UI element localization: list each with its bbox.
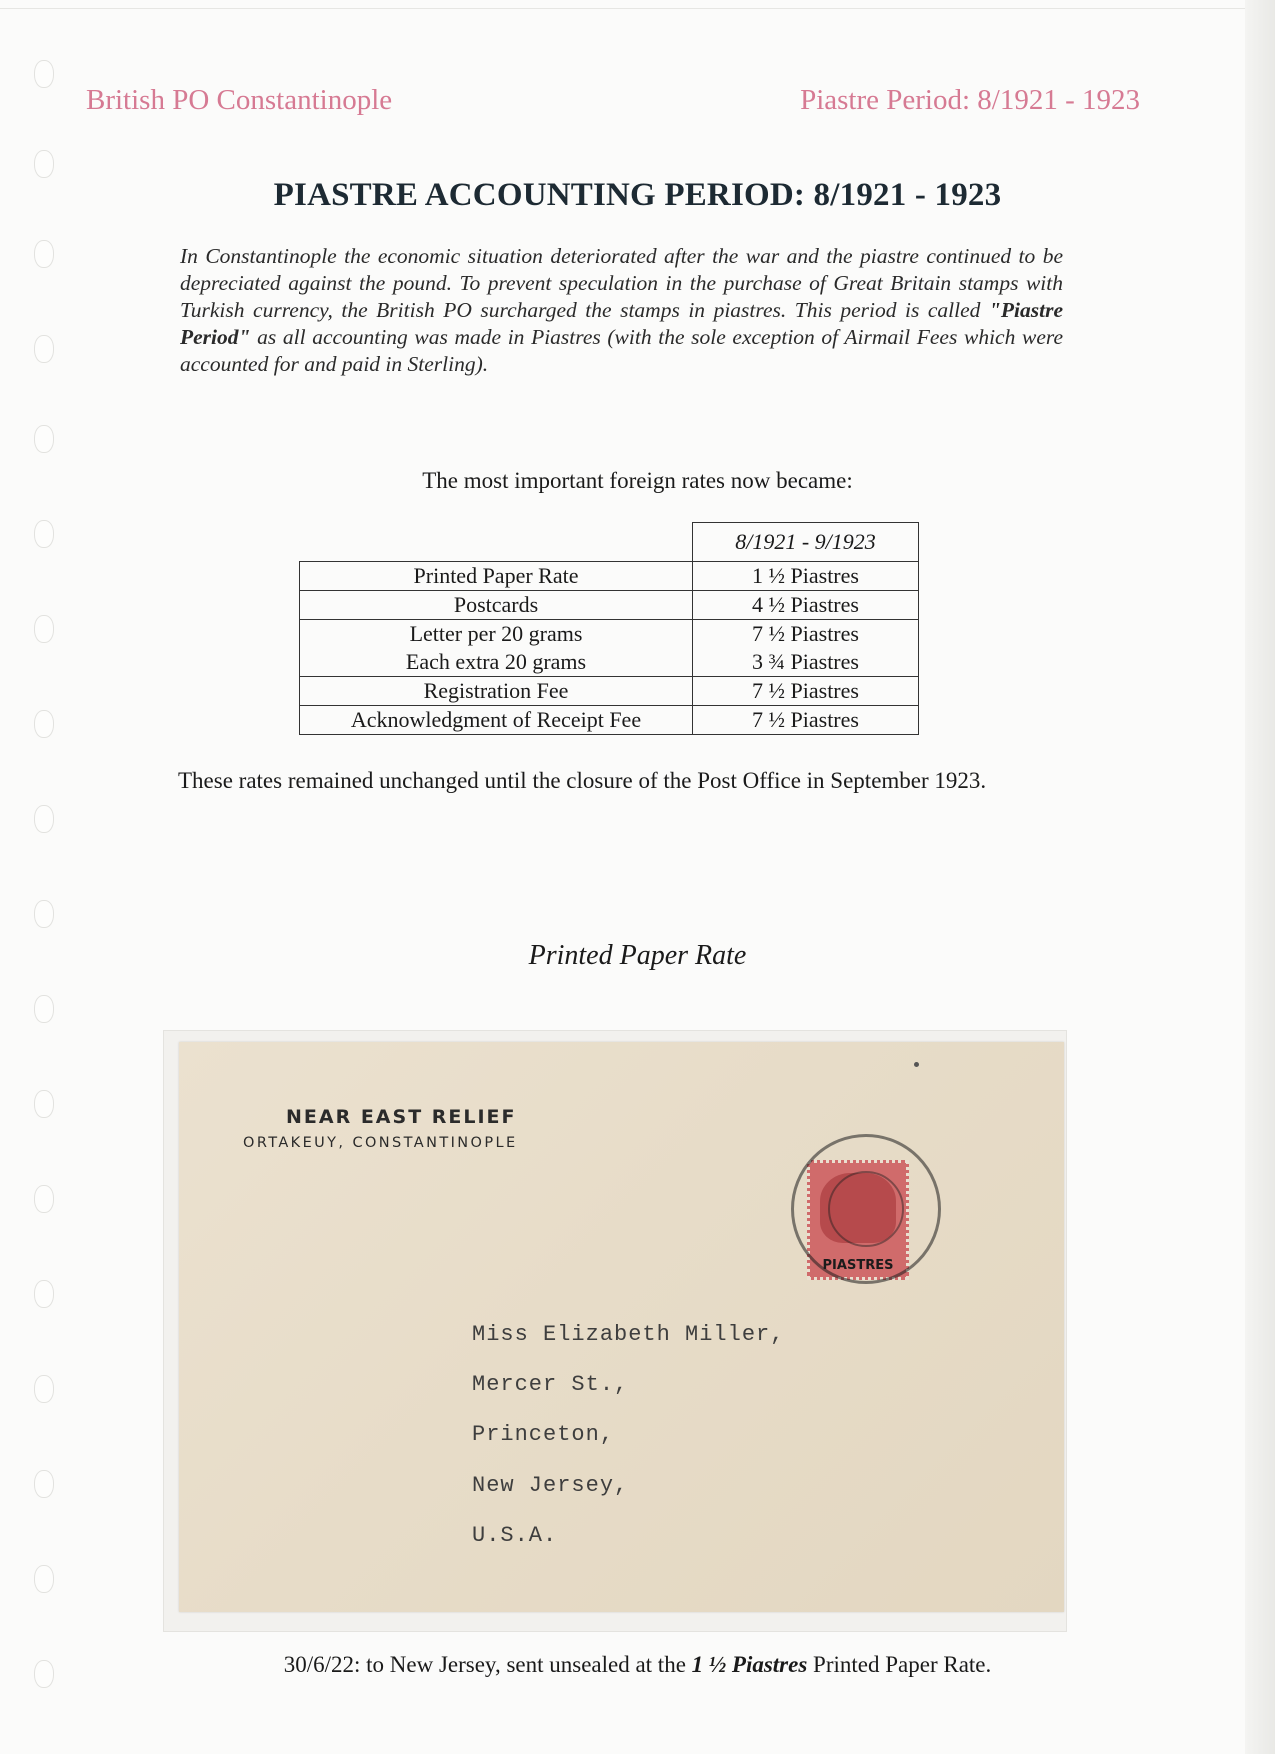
intro-highlight: "Piastre Period" bbox=[180, 298, 1063, 349]
address-line: Mercer St., bbox=[472, 1372, 629, 1397]
binder-hole bbox=[34, 1470, 54, 1498]
binder-hole bbox=[34, 520, 54, 548]
binder-hole bbox=[34, 1185, 54, 1213]
rate-value-secondary: 3 ¾ Piastres bbox=[752, 649, 859, 674]
intro-text-after: as all accounting was made in Piastres (with the sole exception of Airmail Fees which were accounted for and paid in Sterling). bbox=[180, 325, 1063, 376]
binder-hole bbox=[34, 425, 54, 453]
rate-label: Registration Fee bbox=[300, 677, 693, 706]
postmark-inner-ring bbox=[828, 1171, 904, 1247]
rate-label-double bbox=[300, 620, 693, 677]
header-collection-title: British PO Constantinople bbox=[86, 84, 393, 116]
rate-value: 4 ½ Piastres bbox=[693, 591, 919, 620]
address-line: U.S.A. bbox=[472, 1523, 558, 1548]
caption-text-before: 30/6/22: to New Jersey, sent unsealed at the bbox=[283, 1652, 692, 1677]
table-row bbox=[300, 591, 919, 620]
sender-name: NEAR EAST RELIEF bbox=[286, 1106, 517, 1128]
rates-intro-text: The most important foreign rates now became: bbox=[422, 468, 853, 493]
binder-hole bbox=[34, 615, 54, 643]
caption-text-after: Printed Paper Rate. bbox=[807, 1652, 992, 1677]
sender-location: ORTAKEUY, CONSTANTINOPLE bbox=[243, 1135, 518, 1151]
table-row bbox=[300, 620, 919, 677]
rate-value: 7 ½ Piastres bbox=[693, 706, 919, 735]
binder-holes bbox=[34, 60, 58, 1740]
address-line: Princeton, bbox=[472, 1422, 615, 1447]
cover-caption bbox=[0, 1652, 1275, 1678]
binder-hole bbox=[34, 150, 54, 178]
binder-hole bbox=[34, 995, 54, 1023]
rates-table bbox=[299, 522, 919, 735]
address-line: New Jersey, bbox=[472, 1473, 629, 1498]
rates-table-header-row bbox=[300, 523, 919, 562]
postmark-icon bbox=[791, 1134, 941, 1284]
envelope-mark bbox=[914, 1062, 919, 1067]
page-title: PIASTRE ACCOUNTING PERIOD: 8/1921 - 1923 bbox=[273, 177, 1002, 213]
binder-hole bbox=[34, 60, 54, 88]
caption-highlight: 1 ½ Piastres bbox=[691, 1652, 808, 1677]
binder-hole bbox=[34, 805, 54, 833]
binder-hole bbox=[34, 240, 54, 268]
address-line: Miss Elizabeth Miller, bbox=[472, 1322, 785, 1347]
binder-hole bbox=[34, 1280, 54, 1308]
intro-paragraph bbox=[180, 243, 1063, 378]
rate-value-double bbox=[693, 620, 919, 677]
rate-label: Printed Paper Rate bbox=[300, 562, 693, 591]
rate-label: Acknowledgment of Receipt Fee bbox=[300, 706, 693, 735]
rate-value: 7 ½ Piastres bbox=[752, 621, 859, 646]
subsection-title: Printed Paper Rate bbox=[528, 940, 747, 971]
rate-value: 7 ½ Piastres bbox=[693, 677, 919, 706]
table-row bbox=[300, 706, 919, 735]
page-top-edge bbox=[0, 8, 1245, 9]
header-period-title: Piastre Period: 8/1921 - 1923 bbox=[800, 84, 1140, 116]
table-row bbox=[300, 562, 919, 591]
postal-cover bbox=[179, 1042, 1064, 1612]
binder-hole bbox=[34, 900, 54, 928]
table-row bbox=[300, 677, 919, 706]
rates-table-blank-cell bbox=[300, 523, 693, 562]
binder-hole bbox=[34, 1090, 54, 1118]
rate-value: 1 ½ Piastres bbox=[693, 562, 919, 591]
binder-hole bbox=[34, 335, 54, 363]
rate-label: Letter per 20 grams bbox=[409, 621, 583, 646]
binder-hole bbox=[34, 710, 54, 738]
binder-hole bbox=[34, 1375, 54, 1403]
rates-table-period-header: 8/1921 - 9/1923 bbox=[693, 523, 919, 562]
closure-note: These rates remained unchanged until the closure of the Post Office in September 1923. bbox=[178, 768, 987, 793]
stamp-overprint: PIASTRES bbox=[822, 1258, 894, 1273]
intro-text-before: In Constantinople the economic situation deteriorated after the war and the piastre continued to be depreciated against the pound. To prevent speculation in the purchase of Great Britain stamps with Turkish currency, the British PO surcharged the stamps in piastres. This period is called bbox=[180, 244, 1063, 322]
rate-label-secondary: Each extra 20 grams bbox=[405, 649, 587, 674]
rate-label: Postcards bbox=[300, 591, 693, 620]
binder-hole bbox=[34, 1565, 54, 1593]
album-page-edge bbox=[1245, 0, 1275, 1754]
